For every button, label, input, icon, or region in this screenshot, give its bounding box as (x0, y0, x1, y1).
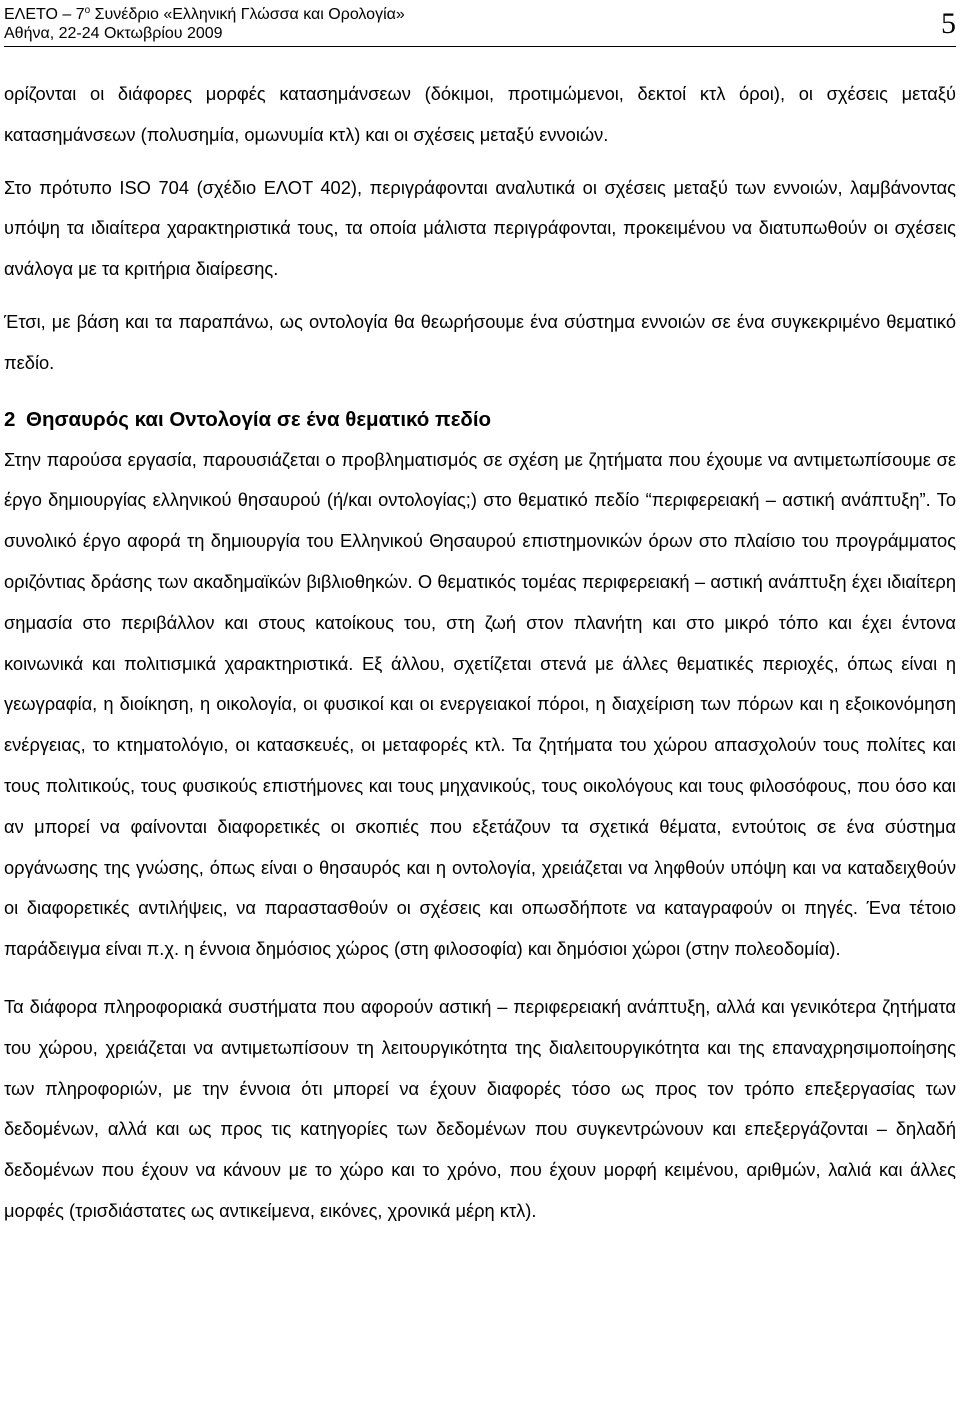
conference-title-start: ΕΛΕΤΟ – 7 (4, 6, 85, 23)
page-header (4, 5, 956, 45)
header-divider (4, 46, 956, 47)
conference-location-date: Αθήνα, 22-24 Οκτωβρίου 2009 (4, 25, 223, 42)
section-number: 2 (4, 407, 16, 431)
conference-title (4, 5, 956, 24)
section-title: Θησαυρός και Οντολογία σε ένα θεματικό πεδίο (26, 407, 492, 431)
page-number: 5 (941, 7, 956, 40)
section-heading (4, 400, 956, 440)
paragraph-ontology-definition: Έτσι, με βάση και τα παραπάνω, ως οντολογία θα θεωρήσουμε ένα σύστημα εννοιών σε ένα συγκεκριμένο θεματικό πεδίο. (4, 310, 956, 373)
paragraph-iso-704: Στο πρότυπο ISO 704 (σχέδιο ΕΛΟΤ 402), περιγράφονται αναλυτικά οι σχέσεις μεταξύ των εννοιών, λαμβάνοντας υπόψη τα ιδιαίτερα χαρακτηριστικά τους, τα οποία μάλιστα περιγράφονται, προκειμένου να διατυπωθούν οι σχέσεις ανάλογα με τα κριτήρια διαίρεσης. (4, 176, 956, 280)
paragraph-thesaurus-project: Στην παρούσα εργασία, παρουσιάζεται ο προβληματισμός σε σχέση με ζητήματα που έχουμε να αντιμετωπίσουμε σε έργο δημιουργίας ελληνικού θησαυρού (ή/και οντολογίας;) στο θεματικό πεδίο “περιφερειακή – αστική ανάπτυξη”. Το συνολικό έργο αφορά τη δημιουργία του Ελληνικού Θησαυρού επιστημονικών όρων στο πλαίσιο του προγράμματος οριζόντιας δράσης των ακαδημαϊκών βιβλιοθηκών. Ο θεματικός τομέας περιφερειακή – αστική ανάπτυξη έχει ιδιαίτερη σημασία στο περιβάλλον και στους κατοίκους του, στη ζωή στον πλανήτη και στο μικρό τόπο και έχει έντονα κοινωνικά και πολιτισμικά χαρακτηριστικά. Εξ άλλου, σχετίζεται στενά με άλλες θεματικές περιοχές, όπως είναι η γεωγραφία, η διοίκηση, η οικολογία, οι φυσικοί και οι ενεργειακοί πόροι, η διαχείριση των πόρων και η εξοικονόμηση ενέργειας, το κτηματολόγιο, οι κατασκευές, οι μεταφορές κτλ. Τα ζητήματα του χώρου απασχολούν τους πολίτες και τους πολιτικούς, τους φυσικούς επιστήμονες και τους μηχανικούς, τους οικολόγους και τους φιλοσόφους, που όσο και αν μπορεί να φαίνονται διαφορετικές οι σκοπιές που εξετάζουν τα σχετικά θέματα, εντούτοις σε ένα σύστημα οργάνωσης της γνώσης, όπως είναι ο θησαυρός και η οντολογία, χρειάζεται να ληφθούν υπόψη και να καταδειχθούν οι διαφορετικές αντιλήψεις, να παραστασθούν οι σχέσεις και οπωσδήποτε να καταγραφούν οι πηγές. Ένα τέτοιο παράδειγμα είναι π.χ. η έννοια δημόσιος χώρος (στη φιλοσοφία) και δημόσιοι χώροι (στην πολεοδομία). (4, 448, 956, 960)
conference-title-end: Συνέδριο «Ελληνική Γλώσσα και Ορολογία» (90, 6, 405, 23)
paragraph-information-systems: Τα διάφορα πληροφοριακά συστήματα που αφορούν αστική – περιφερειακή ανάπτυξη, αλλά και γενικότερα ζητήματα του χώρου, χρειάζεται να αντιμετωπίσουν τη λειτουργικότητα της διαλειτουργικότητα και της επαναχρησιμοποίησης των πληροφοριών, με την έννοια ότι μπορεί να έχουν διαφορές τόσο ως προς τον τρόπο επεξεργασίας των δεδομένων, αλλά και ως προς τις κατηγορίες των δεδομένων που συγκεντρώνουν και επεξεργάζονται – δηλαδή δεδομένων που έχουν να κάνουν με το χώρο και το χρόνο, που έχουν μορφή κειμένου, αριθμών, λαλιά και άλλες μορφές (τρισδιάστατες ως αντικείμενα, εικόνες, χρονικά μέρη κτλ). (4, 995, 956, 1221)
ordinal-superscript: ο (84, 5, 91, 16)
paragraph-continued: ορίζονται οι διάφορες μορφές κατασημάνσεων (δόκιμοι, προτιμώμενοι, δεκτοί κτλ όροι), οι σχέσεις μεταξύ κατασημάνσεων (πολυσημία, ομωνυμία κτλ) και οι σχέσεις μεταξύ εννοιών. (4, 83, 956, 145)
document-body (4, 74, 956, 1232)
